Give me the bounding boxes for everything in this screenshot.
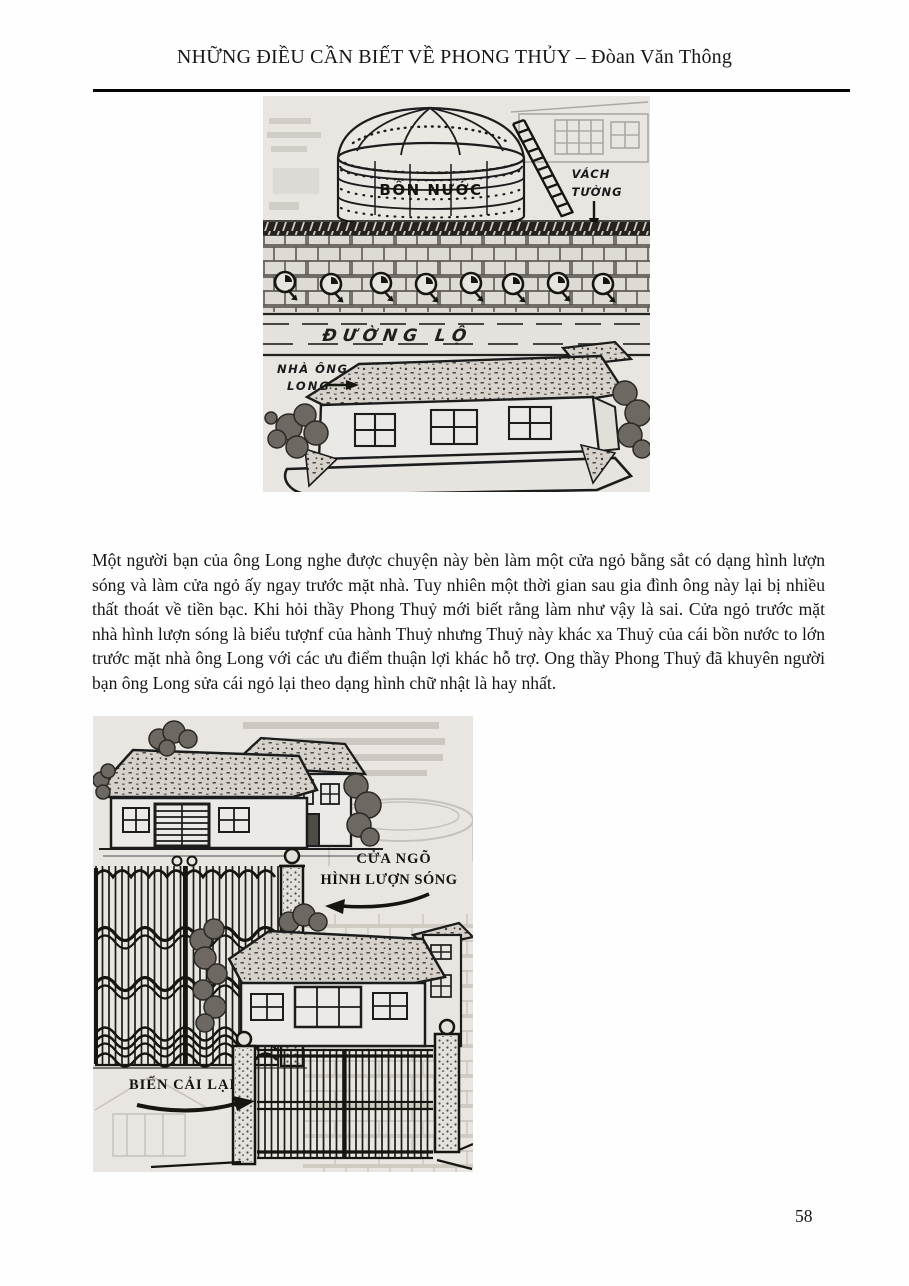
label-vach: VÁCH bbox=[571, 167, 611, 181]
left-pillar-ball bbox=[237, 1032, 251, 1046]
label-cua-ngo-line2: HÌNH LƯỢN SÓNG bbox=[320, 872, 458, 888]
page-header-title: NHỮNG ĐIỀU CẦN BIẾT VỀ PHONG THỦY – Đòan Văn Thông bbox=[176, 46, 733, 68]
figure-gates-scene bbox=[93, 716, 473, 1172]
pillar-ball-cap bbox=[285, 849, 299, 863]
page-number: 58 bbox=[795, 1206, 813, 1226]
label-tuong: TƯỜNG bbox=[571, 185, 623, 199]
right-pillar-ball bbox=[440, 1020, 454, 1034]
header-rule bbox=[93, 89, 850, 92]
brick-wall bbox=[263, 236, 650, 312]
water-tank bbox=[338, 108, 524, 228]
label-bon-nuoc: BỒN NƯỚC bbox=[379, 181, 483, 199]
wavy-gate-house bbox=[97, 738, 383, 856]
label-long: LONG bbox=[287, 379, 331, 393]
label-nha-ong: NHÀ ÔNG bbox=[277, 362, 349, 376]
gates-illustration bbox=[93, 716, 473, 1172]
wall-cap-rail bbox=[263, 221, 650, 236]
figure-water-tank-scene bbox=[263, 96, 650, 492]
water-tank-illustration bbox=[263, 96, 650, 492]
label-cua-ngo-line1: CỬA NGÕ bbox=[356, 851, 432, 867]
body-paragraph: Một người bạn của ông Long nghe được chuyện này bèn làm một cửa ngỏ bằng sắt có dạng hình lượn sóng và làm cửa ngỏ ấy ngay trước mặt nhà. Tuy nhiên một thời gian sau gia đình ông này lại bị nhiều thất thoát về tiền bạc. Khi hỏi thầy Phong Thuỷ mới biết rằng làm như vậy là sai. Cửa ngỏ trước mặt nhà hình lượn sóng là biểu tượnf của hành Thuỷ nhưng Thuỷ này khác xa Thuỷ của cái bồn nước to lớn trước mặt nhà ông Long với các ưu điểm thuận lợi khác hỗ trợ. Ong thầy Phong Thuỷ đã khuyên người bạn ông Long sửa cái ngỏ lại theo dạng hình chữ nhật là hay nhất. bbox=[92, 550, 825, 693]
label-bien-cai-lai-text: BIẾN CẢI LẠI bbox=[129, 1077, 237, 1093]
label-duong-lo: ĐƯỜNG LỘ bbox=[320, 326, 474, 346]
